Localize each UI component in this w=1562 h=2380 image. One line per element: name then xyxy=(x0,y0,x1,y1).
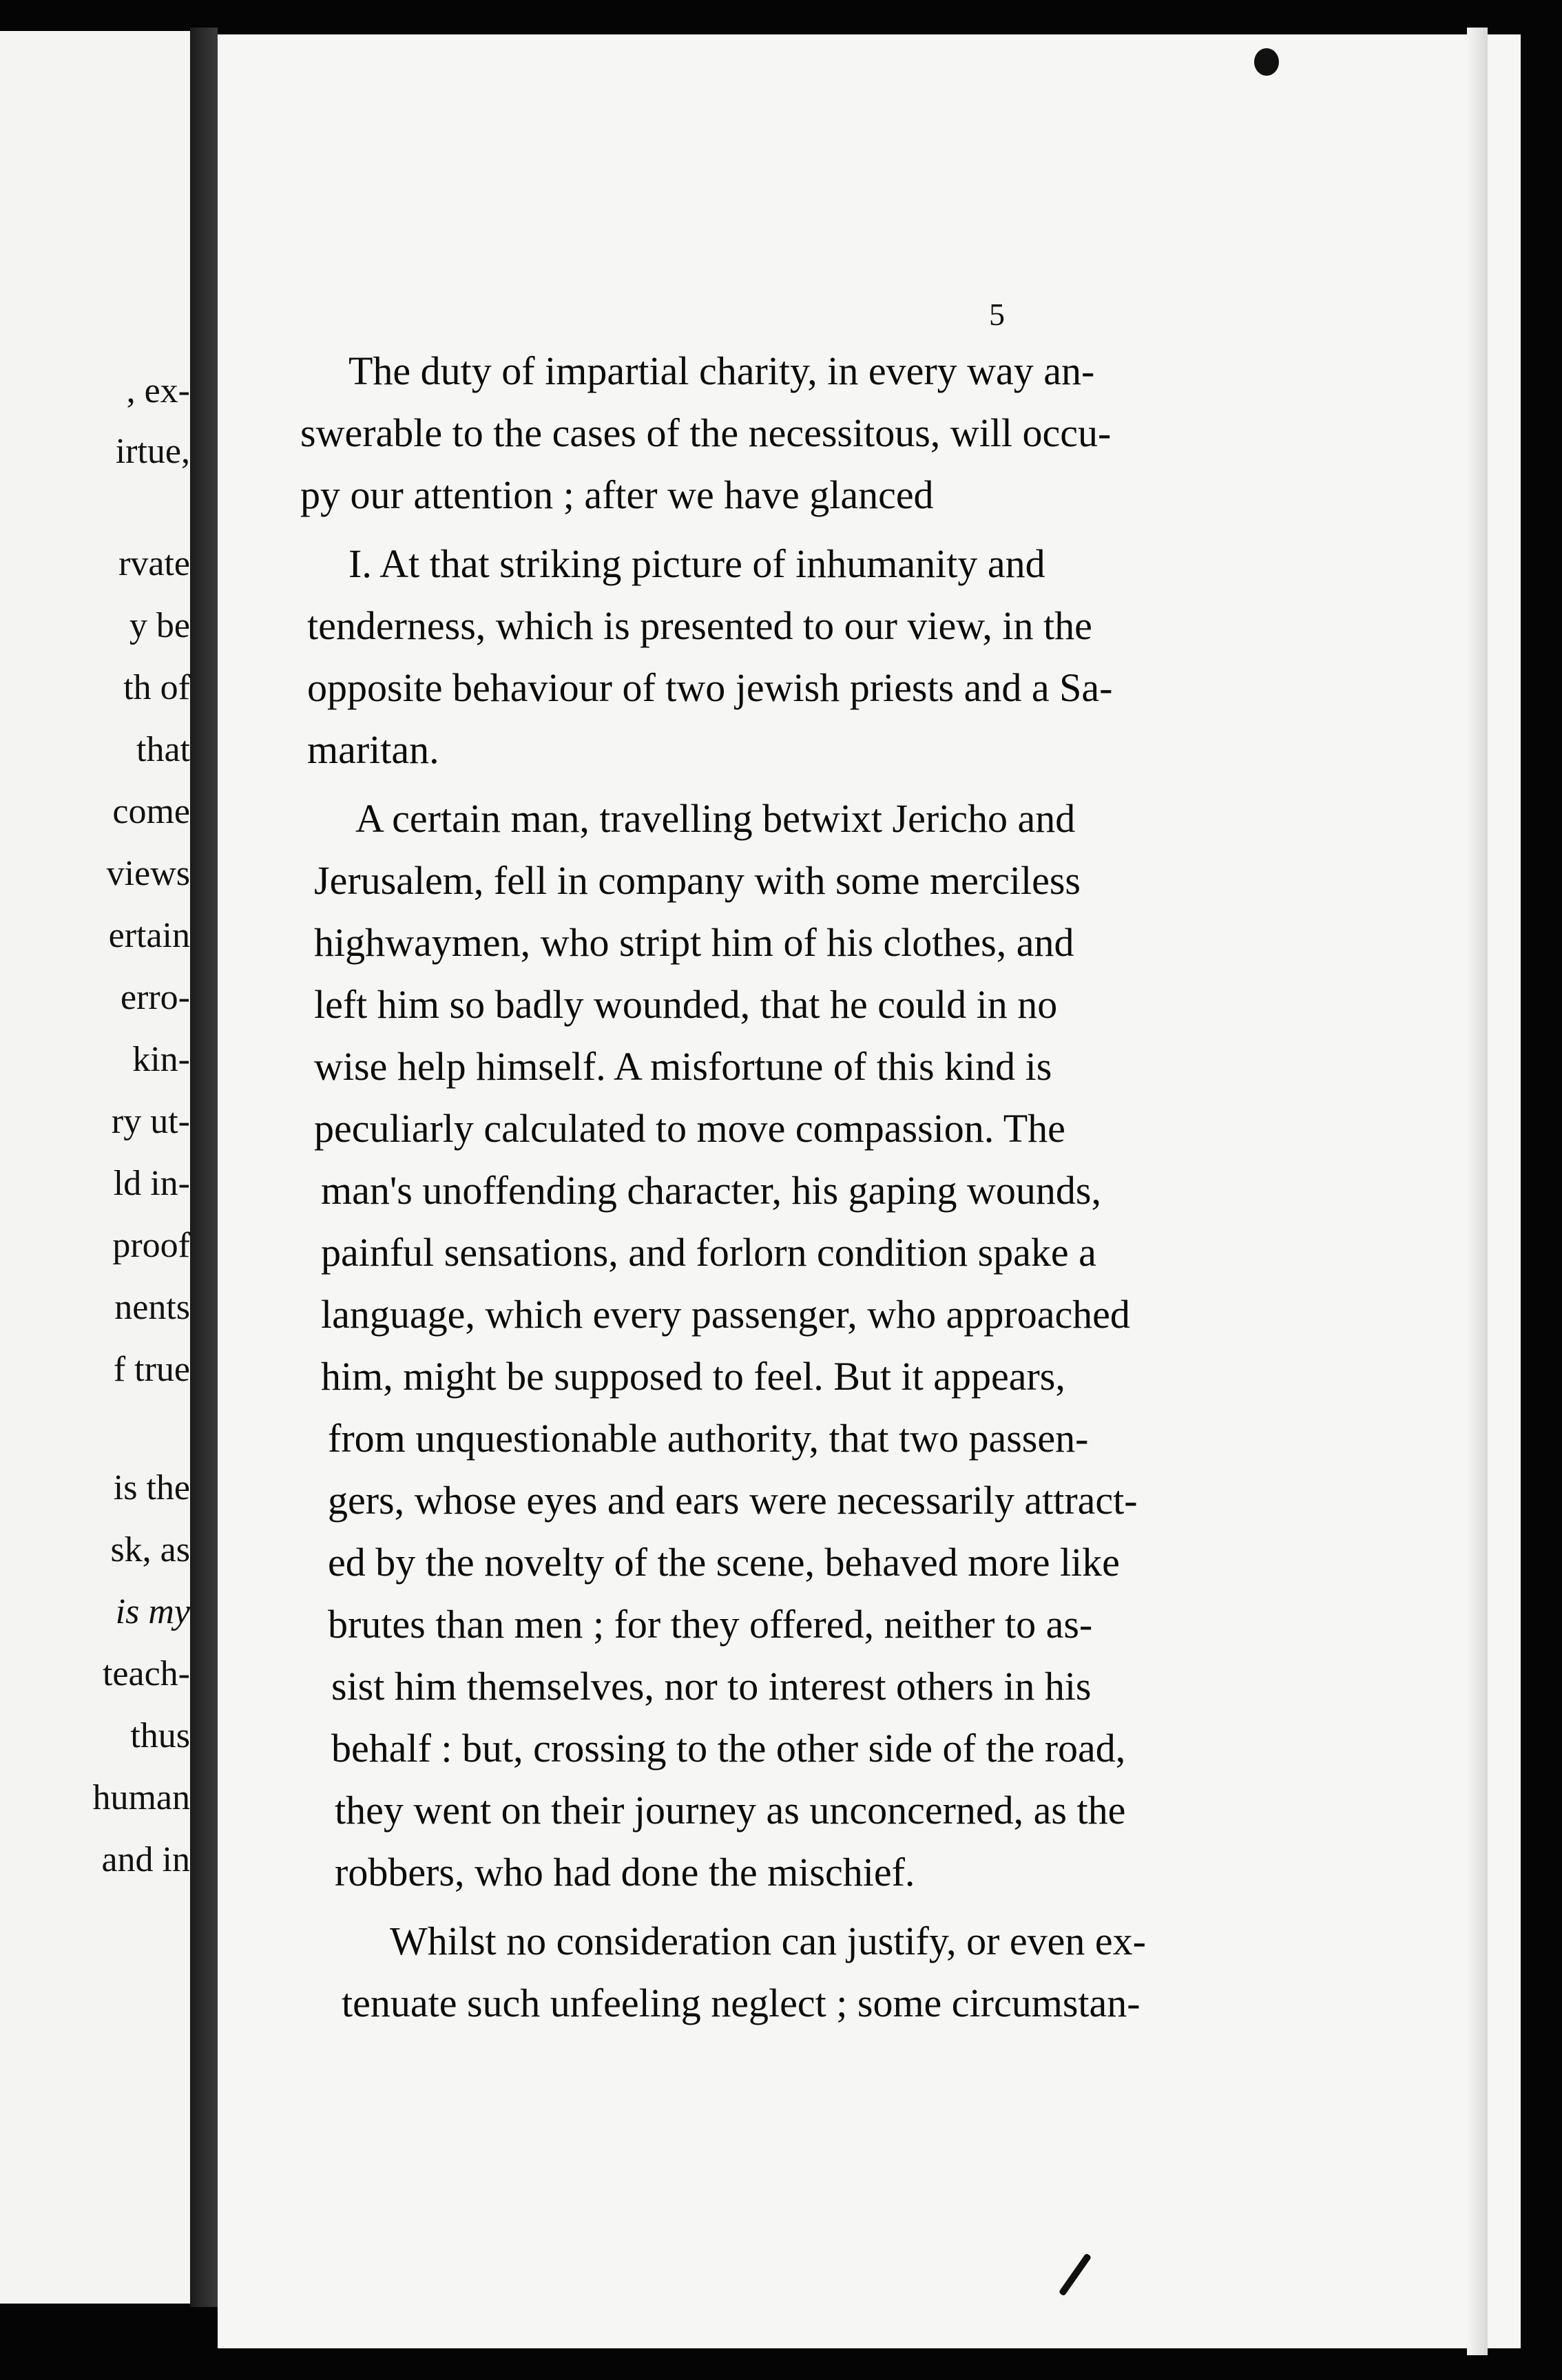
text-line: brutes than men ; for they offered, neither to as- xyxy=(328,1602,1093,1647)
text-line: left him so badly wounded, that he could in no xyxy=(314,982,1058,1027)
text-line: Whilst no consideration can justify, or even ex- xyxy=(390,1919,1146,1963)
book-gutter xyxy=(190,28,218,2307)
left-line-fragment: f true xyxy=(113,1350,190,1389)
left-line-fragment: nents xyxy=(114,1288,190,1327)
text-line: tenuate such unfeeling neglect ; some circumstan- xyxy=(342,1981,1141,2025)
left-line-fragment: kin- xyxy=(132,1040,190,1079)
left-line-fragment: ertain xyxy=(108,916,190,955)
text-line: tenderness, which is presented to our view, in the xyxy=(307,603,1092,648)
text-line: language, which every passenger, who approached xyxy=(321,1292,1130,1337)
left-line-fragment: irtue, xyxy=(115,432,190,471)
page-edge xyxy=(1467,28,1488,2355)
left-line-fragment: human xyxy=(92,1778,190,1817)
page-number: 5 xyxy=(989,297,1005,332)
text-line: man's unoffending character, his gaping wounds, xyxy=(321,1168,1101,1213)
text-line: opposite behaviour of two jewish priests and a Sa- xyxy=(307,665,1113,710)
text-line: maritan. xyxy=(307,727,439,772)
text-line: him, might be supposed to feel. But it appears, xyxy=(321,1354,1065,1399)
left-line-fragment: th of xyxy=(123,668,190,707)
left-line-fragment: teach- xyxy=(102,1654,190,1693)
left-line-fragment: erro- xyxy=(120,978,190,1017)
left-line-fragment: rvate xyxy=(118,544,190,583)
text-line: peculiarly calculated to move compassion. The xyxy=(314,1106,1065,1151)
left-line-fragment: is the xyxy=(113,1468,190,1507)
text-line: highwaymen, who stript him of his clothes, and xyxy=(314,920,1074,965)
left-page-fragment xyxy=(0,31,200,2304)
left-line-fragment: proof xyxy=(112,1226,190,1265)
text-line: behalf : but, crossing to the other side of the road, xyxy=(331,1726,1126,1771)
text-line: sist him themselves, nor to interest others in his xyxy=(331,1664,1092,1709)
text-line: Jerusalem, fell in company with some merciless xyxy=(314,858,1081,903)
left-line-fragment: y be xyxy=(129,606,190,645)
left-line-fragment: ry ut- xyxy=(111,1102,190,1141)
text-line: robbers, who had done the mischief. xyxy=(335,1850,915,1894)
text-line: from unquestionable authority, that two passen- xyxy=(328,1416,1089,1461)
page-speck xyxy=(1059,2253,1092,2296)
left-line-fragment: come xyxy=(112,792,190,831)
left-line-fragment: is my xyxy=(115,1592,190,1631)
left-line-fragment: ld in- xyxy=(113,1164,190,1203)
left-line-fragment: that xyxy=(136,730,190,769)
text-line: swerable to the cases of the necessitous, will occu- xyxy=(300,410,1112,455)
text-line: ed by the novelty of the scene, behaved more like xyxy=(328,1540,1120,1585)
text-line: they went on their journey as unconcerned, as the xyxy=(335,1788,1126,1833)
left-line-fragment: views xyxy=(106,854,190,893)
book-page xyxy=(218,34,1521,2348)
left-line-fragment: , ex- xyxy=(126,371,190,410)
text-line: The duty of impartial charity, in every way an- xyxy=(348,348,1095,393)
text-line: painful sensations, and forlorn condition spake a xyxy=(321,1230,1096,1275)
text-line: py our attention ; after we have glanced xyxy=(300,472,934,517)
left-line-fragment: thus xyxy=(130,1716,190,1755)
left-line-fragment: sk, as xyxy=(110,1530,190,1569)
page-speck xyxy=(1254,48,1279,76)
text-line: wise help himself. A misfortune of this kind is xyxy=(314,1044,1052,1089)
text-line: A certain man, travelling betwixt Jericho and xyxy=(355,796,1076,841)
text-line: gers, whose eyes and ears were necessarily attract- xyxy=(328,1478,1138,1523)
left-line-fragment: and in xyxy=(101,1840,190,1879)
text-line: I. At that striking picture of inhumanity and xyxy=(348,541,1045,586)
